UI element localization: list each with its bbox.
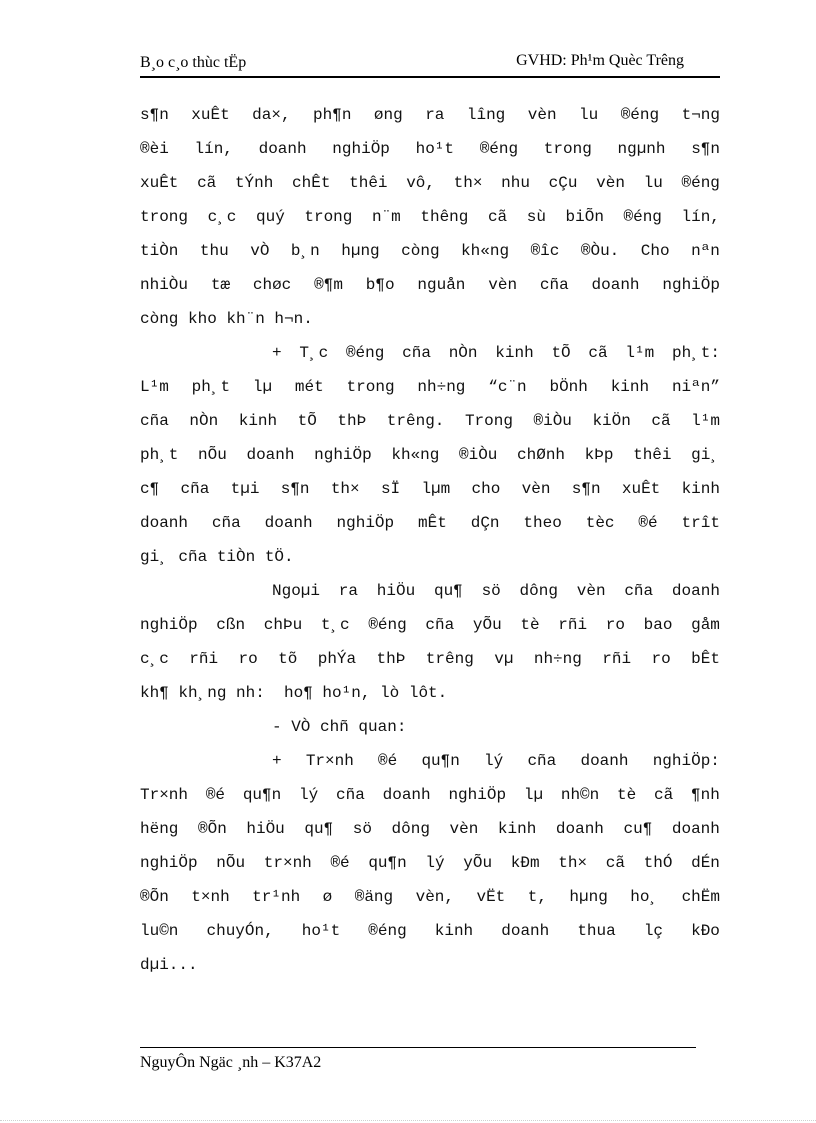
body-word: ngµnh <box>617 140 666 158</box>
body-text <box>140 98 720 982</box>
body-line <box>140 574 720 608</box>
body-word: + <box>272 752 282 770</box>
body-word: tr¹nh <box>252 888 301 906</box>
body-word: ®éng <box>681 174 720 192</box>
body-word: dÇn <box>470 514 500 532</box>
body-line <box>140 778 720 812</box>
body-word: ¶nh <box>691 786 720 804</box>
body-word: ho¹t <box>301 922 341 940</box>
body-word: vËt <box>476 888 506 906</box>
body-word: doanh <box>555 820 604 838</box>
body-word: ®Òu. <box>580 242 620 260</box>
body-word: cña <box>336 786 365 804</box>
body-word: vÒ <box>250 242 270 260</box>
body-word: cña <box>527 752 557 770</box>
body-word: cho <box>471 480 501 498</box>
body-word: chuyÓn, <box>206 922 274 940</box>
body-word: doanh <box>580 752 629 770</box>
body-word: lµm <box>421 480 451 498</box>
body-word: vô, <box>406 174 435 192</box>
body-word: c¸c <box>140 650 169 668</box>
body-word: chØnh <box>517 446 566 464</box>
body-word: nhu <box>501 174 530 192</box>
body-word: tÝnh <box>234 174 274 192</box>
body-word: yÕu <box>463 854 493 872</box>
body-word: cña <box>140 412 169 430</box>
body-word: niªn” <box>671 378 720 396</box>
body-word: rñi <box>558 616 588 634</box>
header-divider <box>140 76 720 78</box>
body-word: Cho <box>640 242 670 260</box>
footer-divider <box>140 1047 696 1048</box>
body-word: cña <box>180 480 210 498</box>
body-word: Ngoµi <box>272 582 321 600</box>
body-line <box>140 880 720 914</box>
body-word: nghiÖp <box>336 514 395 532</box>
body-word: thÞ <box>337 412 367 430</box>
body-word: kinh <box>681 480 720 498</box>
body-word: kÐo <box>691 922 720 940</box>
body-line <box>140 846 720 880</box>
body-word: Tr×nh <box>305 752 354 770</box>
body-word: c¶ <box>140 480 160 498</box>
body-line <box>140 914 720 948</box>
body-word: doanh <box>246 446 295 464</box>
body-word: ®èi <box>140 140 169 158</box>
body-word: xuÊt <box>621 480 661 498</box>
body-line <box>140 812 720 846</box>
body-word: nÒn <box>189 412 219 430</box>
body-word: thÓ <box>643 854 673 872</box>
body-word: xuÊt <box>191 106 230 124</box>
body-word: phÝa <box>317 650 357 668</box>
body-word: tr×nh <box>263 854 312 872</box>
body-word: hëng <box>140 820 179 838</box>
body-word: thÞ <box>376 650 406 668</box>
body-word: th× <box>453 174 483 192</box>
page-footer: NguyÔn Ngäc ¸nh – K37A2 <box>140 1054 322 1071</box>
body-word: kiÖn <box>592 412 631 430</box>
page-bottom-border <box>0 1120 816 1121</box>
body-word: lý <box>425 854 445 872</box>
body-word: cã <box>588 344 608 362</box>
body-word: trong <box>304 208 353 226</box>
body-word: cña <box>211 514 241 532</box>
body-word: l¹m <box>691 412 720 430</box>
body-word: yÕu <box>472 616 502 634</box>
body-line <box>140 132 720 166</box>
body-word: ph¸t: <box>671 344 720 362</box>
body-word: ®éng <box>620 106 660 124</box>
body-line <box>140 370 720 404</box>
body-word: cña <box>539 276 569 294</box>
body-word: biÕn <box>565 208 604 226</box>
body-word: ra <box>425 106 445 124</box>
body-word: sù <box>526 208 546 226</box>
body-word: s¶n <box>280 480 310 498</box>
body-word: t×nh <box>191 888 230 906</box>
header-report-title: B¸o c¸o thùc tËp <box>140 54 247 71</box>
body-word: thêng <box>420 208 469 226</box>
body-word: qu¶ <box>433 582 463 600</box>
body-word: lç <box>643 922 664 940</box>
body-line: kh¶ kh¸ng nh: ho¶ ho¹n, lò lôt. <box>140 684 448 702</box>
body-word: thêi <box>633 446 672 464</box>
body-word: doanh <box>591 276 640 294</box>
body-word: nghiÖp <box>332 140 390 158</box>
body-word: còng <box>401 242 440 260</box>
body-word: bÖnh <box>549 378 588 396</box>
body-word: Tr×nh <box>140 786 189 804</box>
body-word: ®Õn <box>197 820 227 838</box>
body-word: ro <box>238 650 258 668</box>
body-word: øng <box>373 106 403 124</box>
body-word: kinh <box>610 378 650 396</box>
body-word: n¨m <box>371 208 401 226</box>
body-word: t, <box>527 888 547 906</box>
body-word: theo <box>523 514 562 532</box>
body-word: dÉn <box>691 854 720 872</box>
body-word: vèn <box>596 174 625 192</box>
body-word: qu¶n <box>421 752 460 770</box>
body-word: ph¶n <box>313 106 352 124</box>
body-word: b¸n <box>290 242 320 260</box>
body-word: nghiÖp <box>662 276 720 294</box>
body-word: da×, <box>252 106 291 124</box>
body-word: kÞp <box>584 446 614 464</box>
body-word: sö <box>481 582 501 600</box>
body-word: doanh <box>264 514 313 532</box>
body-word: hµng <box>569 888 608 906</box>
header-supervisor: GVHD: Ph¹m Quèc Trêng <box>516 52 684 69</box>
body-word: qu¶n <box>368 854 407 872</box>
body-line <box>140 200 720 234</box>
page-header <box>140 52 720 76</box>
body-word: vèn <box>576 582 606 600</box>
body-word: hiÖu <box>246 820 285 838</box>
body-word: lý <box>484 752 504 770</box>
body-word: trong <box>140 208 189 226</box>
body-word: lu©n <box>140 922 179 940</box>
body-word: ®éng <box>345 344 385 362</box>
body-word: doanh <box>382 786 431 804</box>
body-word: sö <box>352 820 372 838</box>
body-word: nghiÖp <box>448 786 507 804</box>
body-word: tÕ <box>297 412 317 430</box>
body-word: tiÒn <box>140 242 179 260</box>
body-word: hiÖu <box>376 582 416 600</box>
body-word: vèn, <box>415 888 454 906</box>
body-word: chøc <box>252 276 292 294</box>
body-word: + <box>272 344 282 362</box>
body-word: s¶n <box>140 106 169 124</box>
body-word: doanh <box>501 922 550 940</box>
body-word: nghiÖp <box>140 854 198 872</box>
body-line <box>140 404 720 438</box>
body-word: vµ <box>494 650 514 668</box>
body-word: lµ <box>252 378 273 396</box>
body-word: ®Õn <box>140 888 169 906</box>
body-line <box>140 608 720 642</box>
body-word: ®îc <box>530 242 560 260</box>
body-word: chÊt <box>292 174 331 192</box>
body-word: nÕu <box>216 854 246 872</box>
body-word: “c¨n <box>488 378 527 396</box>
body-word: ®é <box>330 854 350 872</box>
body-word: c¸c <box>207 208 237 226</box>
body-word: lîng <box>466 106 506 124</box>
body-word: thu <box>199 242 229 260</box>
body-word: nÒn <box>448 344 478 362</box>
body-word: ho¹t <box>415 140 454 158</box>
body-line <box>140 438 720 472</box>
body-word: tè <box>520 616 540 634</box>
body-word: L¹m <box>140 378 169 396</box>
body-word: kh«ng <box>461 242 510 260</box>
body-word: trêng. <box>386 412 445 430</box>
body-word: qu¶ <box>304 820 334 838</box>
body-word: T¸c <box>299 344 329 362</box>
body-word: kinh <box>434 922 474 940</box>
body-word: cu¶ <box>623 820 653 838</box>
body-word: cña <box>624 582 654 600</box>
body-word: nh©n <box>560 786 600 804</box>
body-word: nÕu <box>198 446 227 464</box>
body-word: ®iÒu <box>458 446 498 464</box>
body-word: ra <box>338 582 358 600</box>
body-word: nghiÖp <box>140 616 198 634</box>
body-word: doanh <box>671 582 720 600</box>
body-word: vèn <box>527 106 557 124</box>
body-word: rñi <box>602 650 632 668</box>
body-word: lín, <box>194 140 233 158</box>
body-word: tèc <box>585 514 615 532</box>
body-word: qu¶n <box>242 786 282 804</box>
body-word: tÕ <box>551 344 571 362</box>
body-word: nhiÒu <box>140 276 189 294</box>
body-word: ®¶m <box>314 276 343 294</box>
body-word: lu <box>579 106 599 124</box>
body-line: gi¸ cña tiÒn tÖ. <box>140 548 294 566</box>
body-word: nghiÖp <box>314 446 372 464</box>
body-line: còng kho kh¨n h¬n. <box>140 310 313 328</box>
body-word: cã <box>605 854 625 872</box>
body-word: cña <box>425 616 455 634</box>
body-word: cã <box>651 412 671 430</box>
body-word: lµ <box>523 786 544 804</box>
body-word: kh«ng <box>391 446 440 464</box>
body-word: thua <box>577 922 616 940</box>
body-word: gåm <box>691 616 720 634</box>
body-word: doanh <box>258 140 307 158</box>
body-word: ®é <box>205 786 226 804</box>
body-word: nªn <box>691 242 720 260</box>
body-word: sÏ <box>380 480 401 498</box>
body-word: trît <box>681 514 720 532</box>
body-word: dông <box>391 820 430 838</box>
body-word: xuÊt <box>140 174 179 192</box>
body-word: l¹m <box>625 344 655 362</box>
body-word: chËm <box>681 888 720 906</box>
body-word: kinh <box>497 820 537 838</box>
body-word: ph¸t <box>191 378 231 396</box>
body-word: bao <box>643 616 673 634</box>
body-word: s¶n <box>691 140 720 158</box>
body-word: vèn <box>449 820 479 838</box>
body-word: trêng <box>425 650 474 668</box>
body-word: lín, <box>681 208 720 226</box>
body-word: nh÷ng <box>533 650 582 668</box>
body-word: cßn <box>216 616 246 634</box>
body-word: dông <box>519 582 558 600</box>
body-word: ®éng <box>368 616 407 634</box>
body-word: ø <box>322 888 333 906</box>
body-word: nghiÖp: <box>652 752 720 770</box>
body-word: Trong <box>464 412 513 430</box>
body-word: nh÷ng <box>417 378 466 396</box>
body-word: th× <box>558 854 588 872</box>
body-line <box>140 744 720 778</box>
body-word: rñi <box>189 650 219 668</box>
body-word: th× <box>330 480 360 498</box>
body-line <box>140 234 720 268</box>
body-word: b¶o <box>365 276 395 294</box>
body-word: ro <box>605 616 625 634</box>
body-line <box>140 642 720 676</box>
body-word: kinh <box>495 344 534 362</box>
body-line <box>140 506 720 540</box>
body-word: t¸c <box>320 616 350 634</box>
body-word: lu <box>643 174 663 192</box>
body-word: mét <box>294 378 324 396</box>
body-word: ®éng <box>623 208 662 226</box>
body-word: nguån <box>417 276 466 294</box>
body-word: t¬ng <box>681 106 720 124</box>
body-word: cã <box>654 786 674 804</box>
body-word: lý <box>299 786 319 804</box>
body-line <box>140 166 720 200</box>
body-word: vèn <box>521 480 551 498</box>
body-word: cÇu <box>548 174 578 192</box>
body-word: kÐm <box>510 854 540 872</box>
body-word: mÊt <box>418 514 447 532</box>
body-word: vèn <box>488 276 518 294</box>
body-word: gi¸ <box>691 446 720 464</box>
body-word: tæ <box>210 276 231 294</box>
body-word: trong <box>543 140 592 158</box>
body-word: cã <box>197 174 217 192</box>
body-line <box>140 98 720 132</box>
body-line <box>140 472 720 506</box>
body-word: ®éng <box>368 922 407 940</box>
body-word: ®é <box>638 514 658 532</box>
body-word: ®é <box>378 752 398 770</box>
body-word: tõ <box>278 650 298 668</box>
body-word: cña <box>402 344 431 362</box>
body-word: ®äng <box>354 888 394 906</box>
body-line: - VÒ chñ quan: <box>272 718 407 736</box>
body-word: ph¸t <box>140 446 179 464</box>
body-word: hµng <box>341 242 380 260</box>
body-word: bÊt <box>691 650 720 668</box>
body-line: dµi... <box>140 956 198 974</box>
body-word: quý <box>255 208 285 226</box>
body-word: trong <box>346 378 395 396</box>
body-word: tµi <box>230 480 260 498</box>
body-word: s¶n <box>571 480 601 498</box>
body-line <box>140 268 720 302</box>
body-word: doanh <box>671 820 720 838</box>
body-word: thêi <box>349 174 388 192</box>
body-word: tè <box>617 786 637 804</box>
body-word: doanh <box>140 514 189 532</box>
body-word: ®iÒu <box>533 412 572 430</box>
body-word: cã <box>487 208 508 226</box>
body-word: ®éng <box>479 140 519 158</box>
body-word: chÞu <box>263 616 303 634</box>
body-line <box>140 336 720 370</box>
body-word: ro <box>651 650 671 668</box>
body-word: ho¸ <box>630 888 660 906</box>
body-word: kinh <box>238 412 278 430</box>
